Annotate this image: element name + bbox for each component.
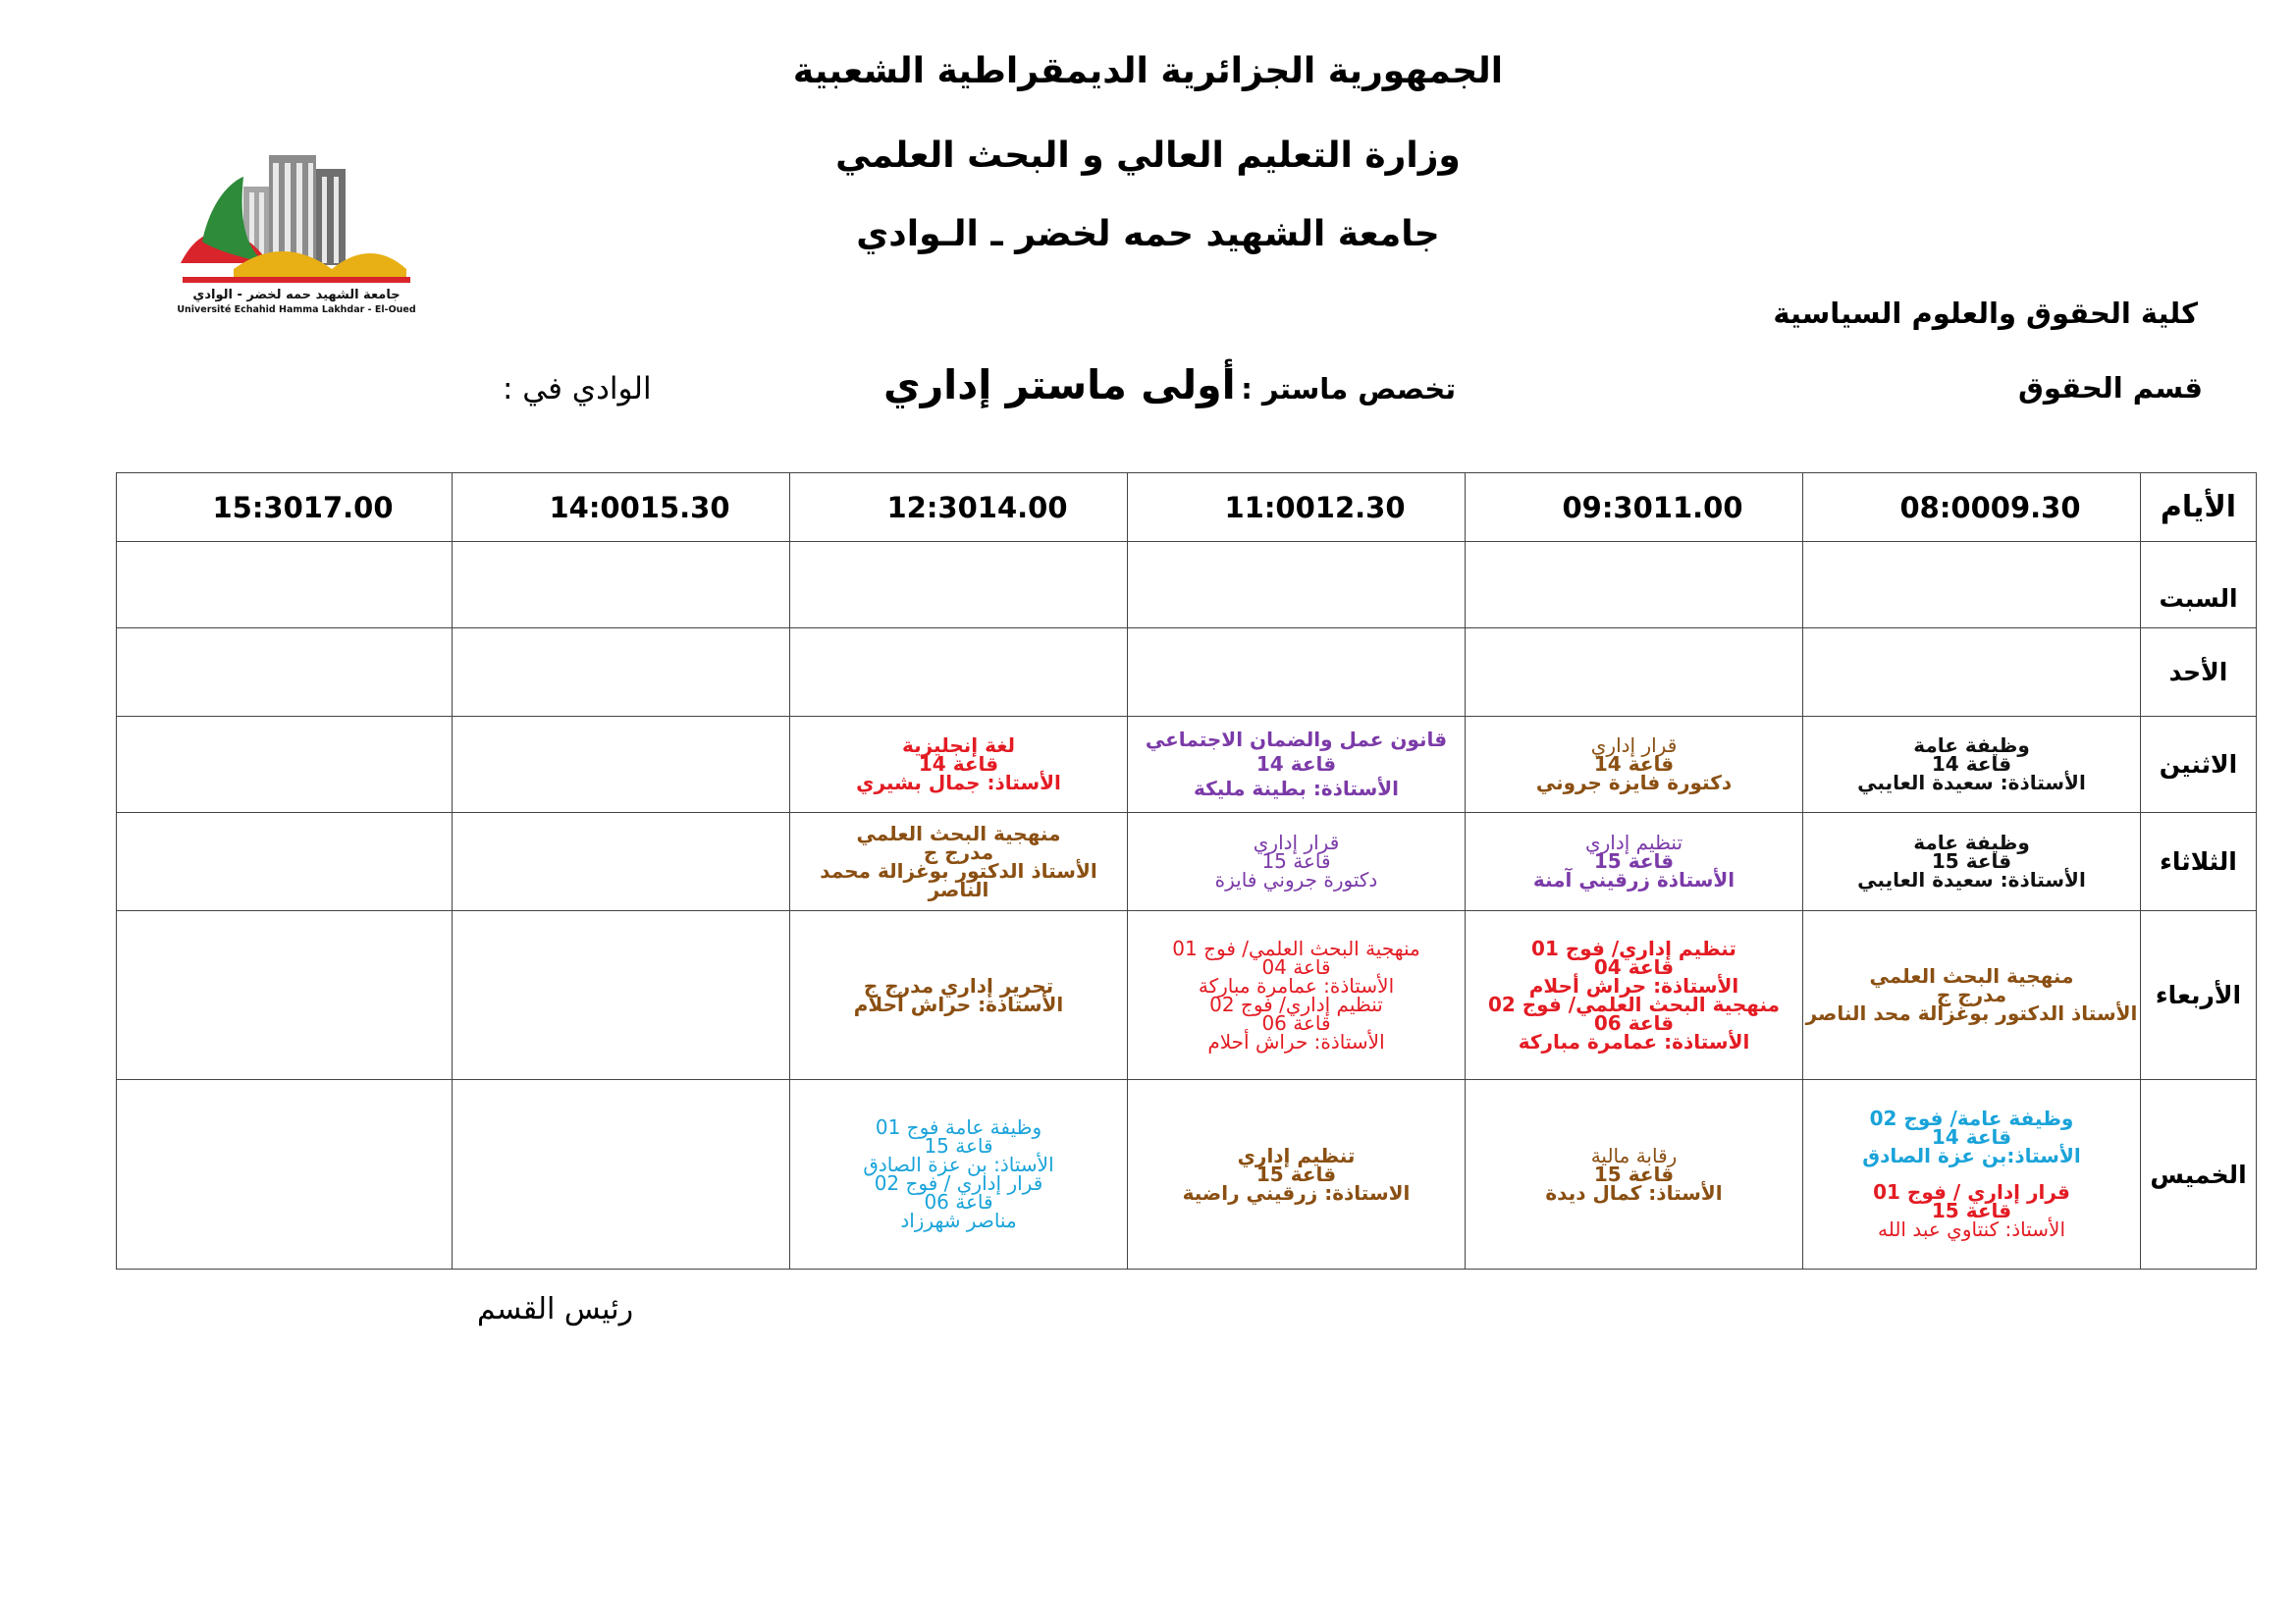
- university-title: جامعة الشهيد حمه لخضر ـ الـوادي: [856, 214, 1440, 254]
- day-wednesday: الأربعاء: [2141, 911, 2257, 1080]
- row-sunday: [117, 628, 2257, 717]
- logo-french-name: Université Echahid Hamma Lakhdar - El-Oued: [177, 304, 416, 314]
- timetable: [116, 472, 2257, 1270]
- day-saturday: السبت: [2141, 542, 2257, 628]
- specialty-label: تخصص ماستر :: [1241, 372, 1457, 406]
- tuesday-slot-1: وظيفة عامة قاعة 15 الأستاذة: سعيدة العايبي: [1803, 813, 2141, 911]
- department-head-signature: رئيس القسم: [477, 1292, 634, 1326]
- day-thursday: الخميس: [2141, 1080, 2257, 1270]
- monday-slot-1: وظيفة عامة قاعة 14 الأستاذة: سعيدة العايبي: [1803, 717, 2141, 813]
- thursday-slot-1: وظيفة عامة/ فوج 02 قاعة 14 الأستاذ:بن عزة الصادق قرار إداري / فوج 01 قاعة 15 الأستاذ: كنتاوي عبد الله: [1803, 1080, 2141, 1270]
- university-logo: [175, 147, 418, 314]
- tuesday-slot-4: منهجية البحث العلمي مدرج ج الأستاذ الدكتور بوغزالة محمد الناصر: [790, 813, 1128, 911]
- monday-slot-2: قرار إداري قاعة 14 دكتورة فايزة جروني: [1466, 717, 1803, 813]
- place-date: الوادي في :: [503, 371, 652, 406]
- department-name: قسم الحقوق: [2017, 371, 2203, 405]
- logo-arabic-name: جامعة الشهيد حمه لخضر - الوادي: [192, 288, 400, 302]
- time-slot-5: 14:0015.30: [453, 473, 790, 542]
- monday-slot-4: لغة إنجليزية قاعة 14 الأستاذ: جمال بشيري: [790, 717, 1128, 813]
- thursday-slot-2: رقابة مالية قاعة 15 الأستاذ: كمال ديدة: [1466, 1080, 1803, 1270]
- time-slot-1: 08:0009.30: [1803, 473, 2141, 542]
- day-monday: الاثنين: [2141, 717, 2257, 813]
- wednesday-slot-2: تنظيم إداري/ فوج 01 قاعة 04 الأستاذة: حراش أحلام منهجية البحث العلمي/ فوج 02 قاعة 06 الأستاذة: عمامرة مباركة: [1466, 911, 1803, 1080]
- building-icon: [243, 155, 346, 265]
- row-wednesday: [117, 911, 2257, 1080]
- wednesday-slot-3: منهجية البحث العلمي/ فوج 01 قاعة 04 الأستاذة: عمامرة مباركة تنظيم إداري/ فوج 02 قاعة 06 الأستاذة: حراش أحلام: [1128, 911, 1466, 1080]
- wednesday-slot-1: منهجية البحث العلمي مدرج ج الأستاذ الدكتور بوغزالة محد الناصر: [1803, 911, 2141, 1080]
- specialty: [883, 361, 1456, 408]
- faculty-name: كلية الحقوق والعلوم السياسية: [1773, 297, 2198, 330]
- thursday-slot-4: وظيفة عامة فوج 01 قاعة 15 الأستاذ: بن عزة الصادق قرار إداري / فوج 02 قاعة 06 مناصر شهرزاد: [790, 1080, 1128, 1270]
- monday-slot-3: قانون عمل والضمان الاجتماعي قاعة 14 الأستاذة: بطينة مليكة: [1128, 717, 1466, 813]
- specialty-value: أولى ماستر إداري: [883, 361, 1236, 408]
- thursday-slot-3: تنظيم إداري قاعة 15 الاستاذة: زرقيني راضية: [1128, 1080, 1466, 1270]
- republic-title: الجمهورية الجزائرية الديمقراطية الشعبية: [792, 51, 1504, 91]
- tuesday-slot-2: تنظيم إداري قاعة 15 الأستاذة زرقيني آمنة: [1466, 813, 1803, 911]
- row-thursday: [117, 1080, 2257, 1270]
- wednesday-slot-4: تحرير إداري مدرج ج الأستاذة: حراش أحلام: [790, 911, 1128, 1080]
- days-header: الأيام: [2141, 473, 2257, 542]
- time-slot-2: 09:3011.00: [1466, 473, 1803, 542]
- ministry-title: وزارة التعليم العالي و البحث العلمي: [835, 135, 1461, 176]
- row-monday: [117, 717, 2257, 813]
- time-slot-6: 15:3017.00: [117, 473, 453, 542]
- day-sunday: الأحد: [2141, 628, 2257, 717]
- row-tuesday: [117, 813, 2257, 911]
- row-saturday: [117, 542, 2257, 628]
- time-slot-3: 11:0012.30: [1128, 473, 1466, 542]
- time-slot-4: 12:3014.00: [790, 473, 1128, 542]
- logo-red-bar: [183, 277, 410, 283]
- day-tuesday: الثلاثاء: [2141, 813, 2257, 911]
- time-header-row: [117, 473, 2257, 542]
- tuesday-slot-3: قرار إداري قاعة 15 دكتورة جروني فايزة: [1128, 813, 1466, 911]
